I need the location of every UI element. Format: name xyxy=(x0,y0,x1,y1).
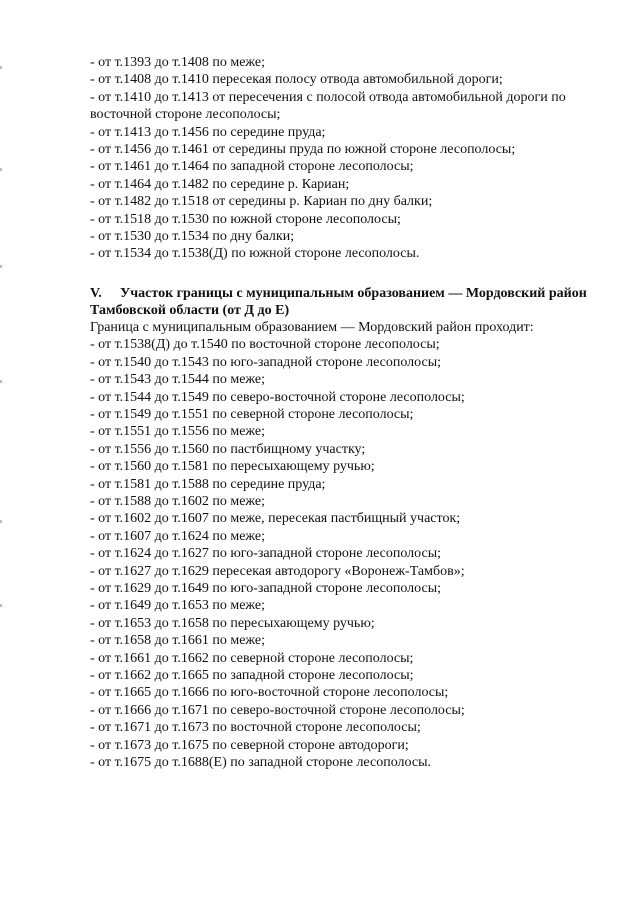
list-item: - от т.1551 до т.1556 по меже; xyxy=(90,424,266,440)
list-item: - от т.1653 до т.1658 по пересыхающему ручью; xyxy=(90,615,375,631)
list-item: - от т.1518 до т.1530 по южной стороне лесополосы; xyxy=(90,211,401,227)
section-intro: Граница с муниципальным образованием — Мордовский район проходит: xyxy=(90,319,534,335)
section-number: V. xyxy=(90,285,102,301)
list-item: - от т.1544 до т.1549 по северо-восточной стороне лесополосы; xyxy=(90,389,465,405)
list-item: - от т.1538(Д) до т.1540 по восточной стороне лесополосы; xyxy=(90,337,440,353)
list-item: - от т.1556 до т.1560 по пастбищному участку; xyxy=(90,441,366,457)
list-item: - от т.1534 до т.1538(Д) по южной стороне лесополосы. xyxy=(90,246,420,262)
section-v-list xyxy=(90,336,610,771)
scan-mark xyxy=(0,168,2,171)
document-body xyxy=(90,54,610,771)
scan-mark xyxy=(0,66,2,69)
list-item: - от т.1581 до т.1588 по середине пруда; xyxy=(90,476,326,492)
list-item: - от т.1456 до т.1461 от середины пруда по южной стороне лесополосы; xyxy=(90,142,516,158)
list-item: - от т.1662 до т.1665 по западной стороне лесополосы; xyxy=(90,668,414,683)
list-item: - от т.1666 до т.1671 по северо-восточной стороне лесополосы; xyxy=(90,702,465,718)
list-item: - от т.1413 до т.1456 по середине пруда; xyxy=(90,124,326,140)
list-item: - от т.1588 до т.1602 по меже; xyxy=(90,493,266,509)
list-item: - от т.1408 до т.1410 пересекая полосу отвода автомобильной дороги; xyxy=(90,72,503,88)
scan-mark xyxy=(0,520,2,523)
list-item: - от т.1624 до т.1627 по юго-западной стороне лесополосы; xyxy=(90,546,441,562)
list-item: - от т.1602 до т.1607 по меже, пересекая пастбищный участок; xyxy=(90,511,461,527)
list-item: - от т.1464 до т.1482 по середине р. Кариан; xyxy=(90,176,350,192)
list-item: - от т.1671 до т.1673 по восточной стороне лесополосы; xyxy=(90,720,421,736)
list-item: - от т.1607 до т.1624 по меже; xyxy=(90,528,266,544)
section-v-heading xyxy=(90,285,610,319)
list-item: - от т.1540 до т.1543 по юго-западной стороне лесополосы; xyxy=(90,354,441,370)
list-item: - от т.1560 до т.1581 по пересыхающему ручью; xyxy=(90,459,375,475)
list-item: - от т.1482 до т.1518 от середины р. Кариан по дну балки; xyxy=(90,194,433,210)
list-item: - от т.1410 до т.1413 от пересечения с полосой отвода автомобильной дороги по восточной стороне лесополосы; xyxy=(90,89,566,123)
list-item: - от т.1665 до т.1666 по юго-восточной стороне лесополосы; xyxy=(90,685,449,701)
list-item: - от т.1673 до т.1675 по северной стороне автодороги; xyxy=(90,737,409,753)
scan-mark xyxy=(0,380,2,383)
list-item: - от т.1393 до т.1408 по меже; xyxy=(90,55,266,70)
scan-mark xyxy=(0,265,2,268)
list-item: - от т.1461 до т.1464 по западной стороне лесополосы; xyxy=(90,159,414,175)
list-item: - от т.1629 до т.1649 по юго-западной стороне лесополосы; xyxy=(90,580,441,596)
list-item: - от т.1649 до т.1653 по меже; xyxy=(90,598,266,614)
scan-mark xyxy=(0,604,2,607)
list-item: - от т.1661 до т.1662 по северной стороне лесополосы; xyxy=(90,650,414,666)
list-item: - от т.1543 до т.1544 по меже; xyxy=(90,372,266,388)
list-item: - от т.1530 до т.1534 по дну балки; xyxy=(90,229,295,245)
list-item: - от т.1658 до т.1661 по меже; xyxy=(90,633,266,649)
list-item: - от т.1675 до т.1688(Е) по западной стороне лесополосы. xyxy=(90,755,431,771)
list-item: - от т.1627 до т.1629 пересекая автодорогу «Воронеж-Тамбов»; xyxy=(90,563,465,579)
list-item: - от т.1549 до т.1551 по северной стороне лесополосы; xyxy=(90,406,414,422)
section-iv-list xyxy=(90,54,610,263)
section-title: Участок границы с муниципальным образованием — Мордовский район Тамбовской области (от Д до Е) xyxy=(90,285,587,318)
